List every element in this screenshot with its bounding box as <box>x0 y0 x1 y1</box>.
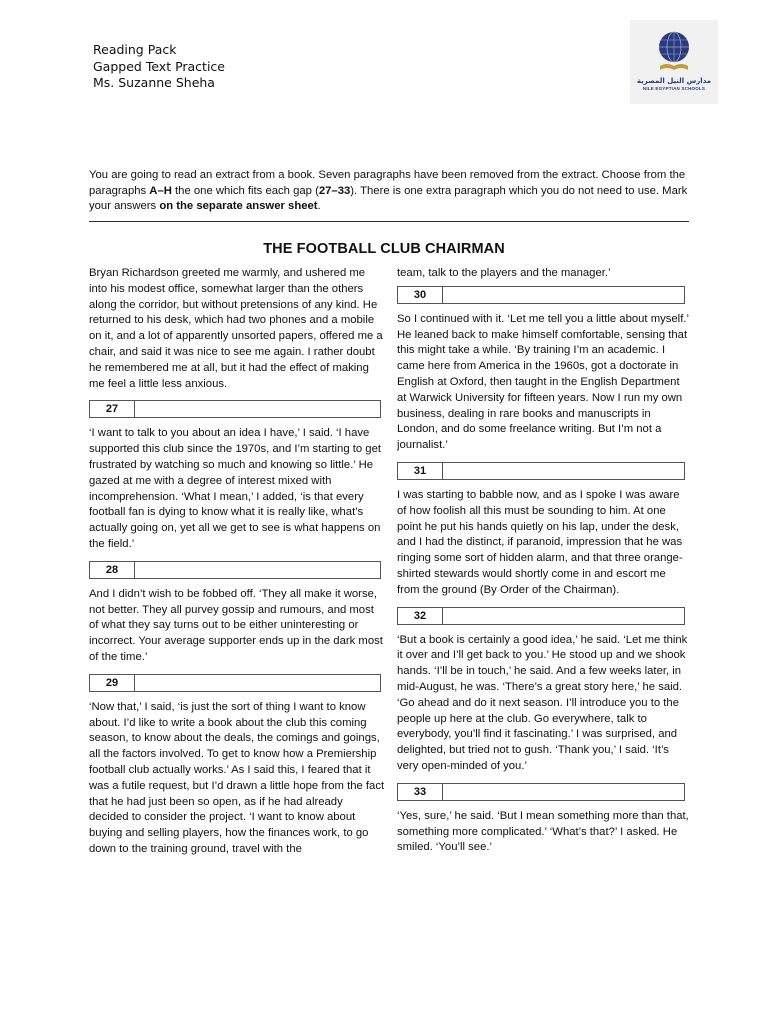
gap-answer-blank[interactable] <box>443 608 684 624</box>
gap-answer-blank[interactable] <box>443 784 684 800</box>
gap-number: 30 <box>398 287 443 303</box>
paragraph: ‘Now that,’ I said, ‘is just the sort of thing I want to know about. I’d like to write a book about the club this coming season, to know about the deals, the comings and goings, all the factors involved. To get to know how a Premiership football club actually works.’ As I said this, I feared that it was a futile request, but I’d drawn a little hope from the fact that he had just been so open, as if he had already decided to consider the project. ‘I want to know about buying and selling players, how the finances work, to go down to the training ground, travel with the <box>89 700 385 855</box>
divider-rule <box>89 221 689 222</box>
gap-box-27[interactable] <box>89 400 381 418</box>
gap-number: 31 <box>398 463 443 479</box>
globe-book-icon <box>656 30 692 76</box>
header-pack-title: Reading Pack <box>93 42 177 57</box>
gap-number: 32 <box>398 608 443 624</box>
gap-answer-blank[interactable] <box>135 562 380 578</box>
logo-arabic-name: مدارس النيل المصرية <box>636 77 712 85</box>
gap-answer-blank[interactable] <box>135 675 380 691</box>
paragraph: So I continued with it. ‘Let me tell you a little about myself.’ He leaned back to make himself comfortable, sensing that this might take a while. ‘By training I’m an academic. I came here from America in the 1960s, got a doctorate in English at Oxford, then taught in the English Department at Warwick University for fifteen years. Now I run my own business, dealing in rare books and manuscripts in London, and do some freelance writing. But I’m not a journalist.’ <box>397 312 689 452</box>
paragraph: I was starting to babble now, and as I spoke I was aware of how foolish all this must be sounding to him. At one point he put his hands quietly on his lap, under the desk, and I had the distinct, if paranoid, impression that he was ringing some sort of hidden alarm, and that three orange-shirted stewards would shortly come in and escort me from the ground (By Order of the Chairman). <box>397 488 683 596</box>
gap-box-33[interactable] <box>397 783 685 801</box>
gap-number: 33 <box>398 784 443 800</box>
gap-answer-blank[interactable] <box>443 463 684 479</box>
gap-box-30[interactable] <box>397 286 685 304</box>
logo-english-name: NILE EGYPTIAN SCHOOLS <box>642 86 706 91</box>
paragraph: And I didn’t wish to be fobbed off. ‘They all make it worse, not better. They all purvey gossip and rumours, and most of what they say turns out to be either uninteresting or incorrect. Your average supporter ends up in the dark most of the time.’ <box>89 587 383 663</box>
text-column-right <box>397 266 689 856</box>
task-instructions: You are going to read an extract from a book. Seven paragraphs have been removed from the extract. Choose from the paragraphs A–H the one which fits each gap (27–33). There is one extra paragraph which you do not need to use. Mark your answers on the separate answer sheet. <box>89 169 688 212</box>
text-column-left <box>89 266 385 858</box>
gap-number: 27 <box>90 401 135 417</box>
page-header <box>93 42 225 92</box>
gap-number: 28 <box>90 562 135 578</box>
header-teacher-name: Ms. Suzanne Sheha <box>93 75 215 90</box>
gap-box-28[interactable] <box>89 561 381 579</box>
gap-box-32[interactable] <box>397 607 685 625</box>
gap-answer-blank[interactable] <box>443 287 684 303</box>
paragraph: ‘I want to talk to you about an idea I have,’ I said. ‘I have supported this club since the 1970s, and I’m starting to get frustrated by watching so much and knowing so little.’ He gazed at me with a degree of interest mixed with incomprehension. ‘What I mean,’ I added, ‘is that every football fan is dying to know what it is really like, what’s actually going on, yet all we get to see is what happens on the field.’ <box>89 427 382 550</box>
school-logo <box>630 20 718 104</box>
gap-box-29[interactable] <box>89 674 381 692</box>
paragraph: Bryan Richardson greeted me warmly, and ushered me into his modest office, somewhat larger than the others along the corridor, but without pretensions of any kind. He returned to his desk, which had two phones and a mobile on it, and a lot of apparently unsorted papers, offered me a chair, and said it was nice to see me again. I rather doubt he remembered me at all, but it had the effect of making me feel a little less anxious. <box>89 267 383 390</box>
article-title: THE FOOTBALL CLUB CHAIRMAN <box>263 241 505 257</box>
gap-answer-blank[interactable] <box>135 401 380 417</box>
gap-box-31[interactable] <box>397 462 685 480</box>
gap-number: 29 <box>90 675 135 691</box>
paragraph: ‘But a book is certainly a good idea,’ he said. ‘Let me think it over and I’ll get back to you.’ He stood up and we shook hands. ‘I’ll be in touch,’ he said. And a few weeks later, in mid-August, he was. ‘There’s a great story here,’ he said. ‘Go ahead and do it next season. I’ll introduce you to the people up here at the club. Go everywhere, talk to everybody, you’ll find it fascinating.’ I was surprised, and delighted, but tried not to gush. ‘Thank you,’ I said. ‘It’s very open-minded of you.’ <box>397 633 688 772</box>
header-practice-type: Gapped Text Practice <box>93 58 225 74</box>
paragraph: ‘Yes, sure,’ he said. ‘But I mean something more than that, something more complicated.’ ‘What’s that?’ I asked. He smiled. ‘You’ll see.’ <box>397 809 689 854</box>
paragraph: team, talk to the players and the manager.’ <box>397 267 611 279</box>
